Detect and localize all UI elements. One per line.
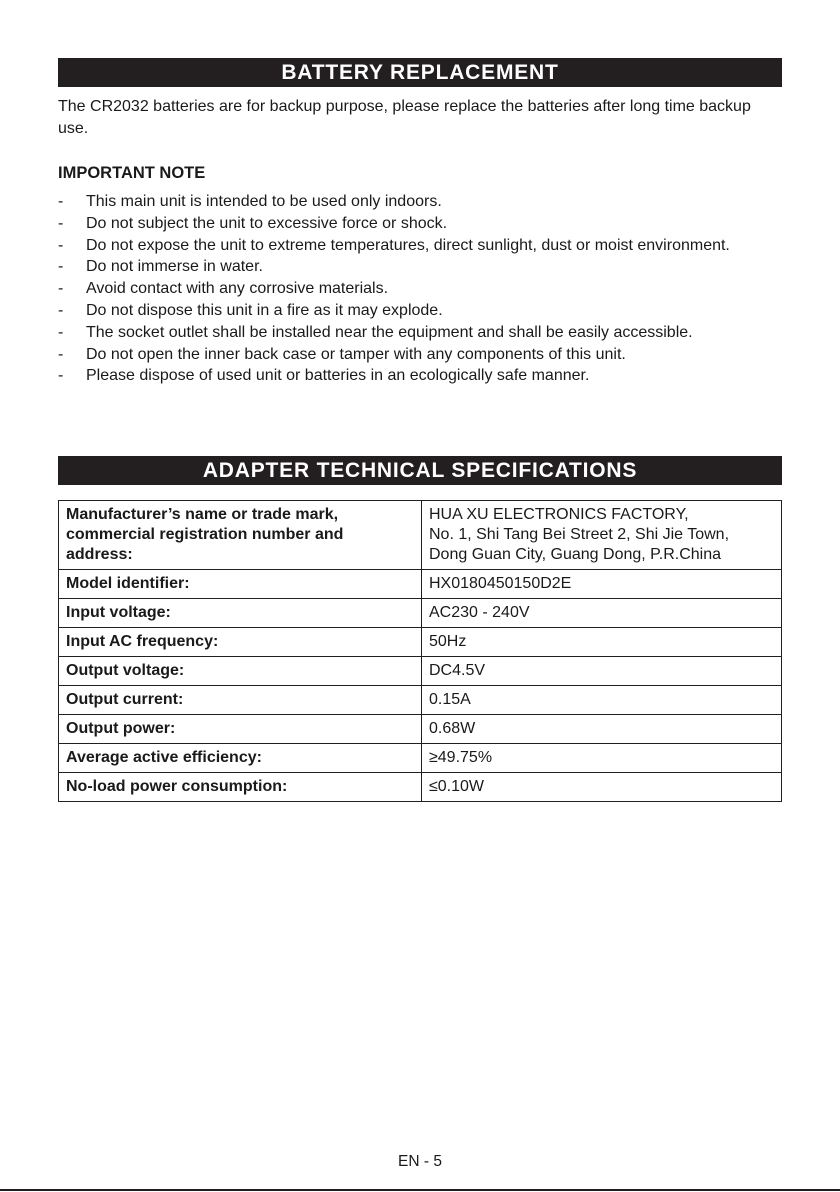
spec-value: 50Hz bbox=[422, 628, 782, 657]
page-edge-line bbox=[0, 1189, 840, 1191]
spec-label: Output voltage: bbox=[59, 657, 422, 686]
table-row bbox=[59, 773, 782, 802]
spec-value: ≤0.10W bbox=[422, 773, 782, 802]
table-row bbox=[59, 501, 782, 570]
note-item: - Do not expose the unit to extreme temperatures, direct sunlight, dust or moist environment. bbox=[58, 236, 730, 254]
spec-label: Input voltage: bbox=[59, 599, 422, 628]
table-row bbox=[59, 715, 782, 744]
table-row bbox=[59, 570, 782, 599]
spec-value: 0.68W bbox=[422, 715, 782, 744]
spec-value: ≥49.75% bbox=[422, 744, 782, 773]
important-note-heading: IMPORTANT NOTE bbox=[58, 164, 206, 182]
table-row bbox=[59, 744, 782, 773]
note-item: - Please dispose of used unit or batteries in an ecologically safe manner. bbox=[58, 367, 590, 385]
adapter-specifications-table bbox=[58, 500, 782, 802]
table-row bbox=[59, 686, 782, 715]
note-item: - This main unit is intended to be used only indoors. bbox=[58, 193, 442, 210]
note-item: - Do not open the inner back case or tamper with any components of this unit. bbox=[58, 345, 626, 363]
spec-label: Model identifier: bbox=[59, 570, 422, 599]
note-item: - Do not immerse in water. bbox=[58, 258, 263, 276]
note-item: - Do not dispose this unit in a fire as it may explode. bbox=[58, 301, 443, 319]
spec-label: Input AC frequency: bbox=[59, 628, 422, 657]
spec-value: 0.15A bbox=[422, 686, 782, 715]
spec-value: AC230 - 240V bbox=[422, 599, 782, 628]
note-item: - Do not subject the unit to excessive force or shock. bbox=[58, 214, 448, 232]
spec-label: Output current: bbox=[59, 686, 422, 715]
adapter-specifications-heading: ADAPTER TECHNICAL SPECIFICATIONS bbox=[58, 456, 782, 485]
note-item: - Avoid contact with any corrosive materials. bbox=[58, 280, 389, 298]
spec-value: HUA XU ELECTRONICS FACTORY, No. 1, Shi Tang Bei Street 2, Shi Jie Town, Dong Guan City, Guang Dong, P.R.China bbox=[422, 501, 782, 570]
spec-label: Manufacturer’s name or trade mark, commercial registration number and address: bbox=[59, 501, 422, 570]
page-number: EN - 5 bbox=[398, 1153, 442, 1170]
spec-label: No-load power consumption: bbox=[59, 773, 422, 802]
battery-replacement-heading: BATTERY REPLACEMENT bbox=[58, 58, 782, 87]
table-row bbox=[59, 657, 782, 686]
table-row bbox=[59, 599, 782, 628]
spec-value: HX0180450150D2E bbox=[422, 570, 782, 599]
table-row bbox=[59, 628, 782, 657]
note-item: - The socket outlet shall be installed near the equipment and shall be easily accessible. bbox=[58, 323, 693, 341]
battery-replacement-text: The CR2032 batteries are for backup purpose, please replace the batteries after long time backup use. bbox=[58, 98, 751, 137]
spec-value: DC4.5V bbox=[422, 657, 782, 686]
spec-label: Average active efficiency: bbox=[59, 744, 422, 773]
spec-label: Output power: bbox=[59, 715, 422, 744]
important-note-list bbox=[58, 191, 788, 387]
